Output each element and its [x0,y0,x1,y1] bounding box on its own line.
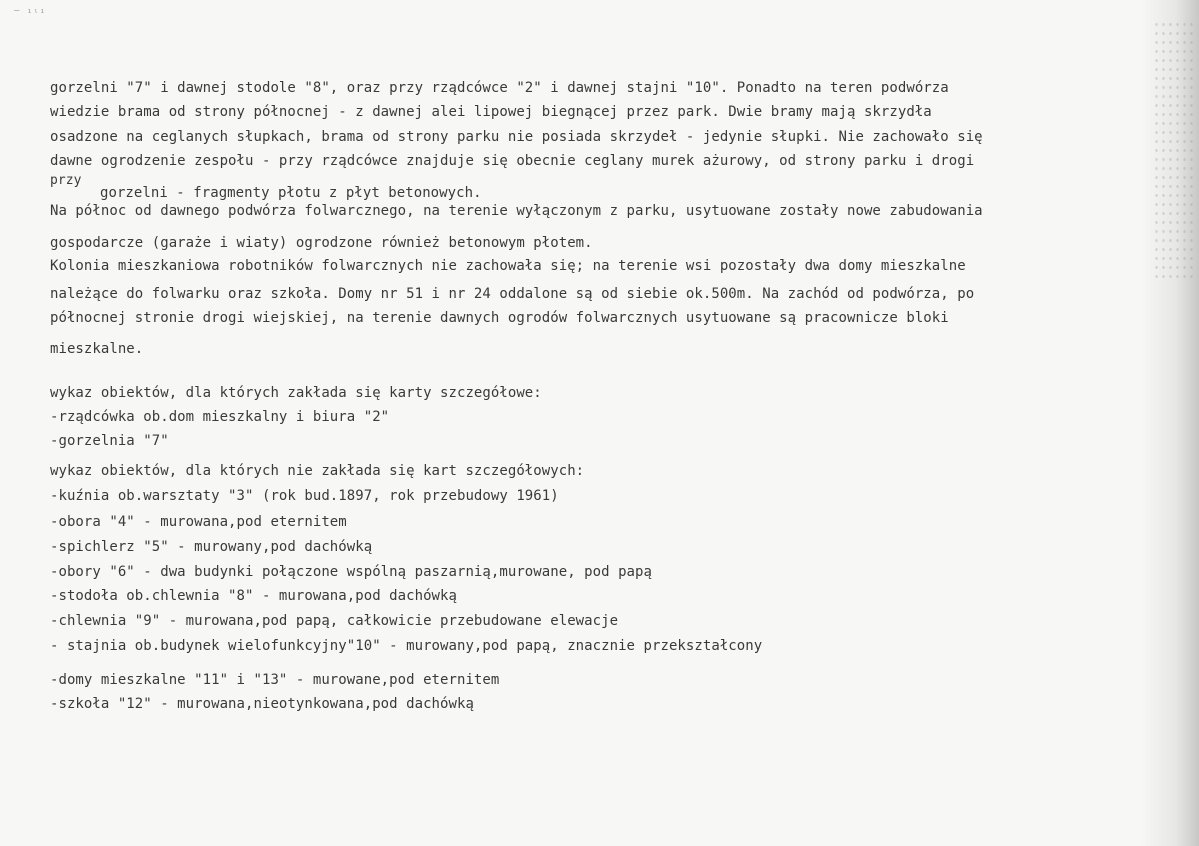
list-item: -obory "6" - dwa budynki połączone wspólną paszarnią,murowane, pod papą [50,564,652,580]
list-item: -stodoła ob.chlewnia "8" - murowana,pod dachówką [50,588,457,604]
text-line: gorzelni - fragmenty płotu z płyt betonowych. [100,185,482,201]
text-line: przy [50,173,82,188]
text-line: należące do folwarku oraz szkoła. Domy nr 51 i nr 24 oddalone są od siebie ok.500m. Na zachód od podwórza, po [50,286,975,302]
text-line: mieszkalne. [50,341,144,357]
list-item: -rządcówka ob.dom mieszkalny i biura "2" [50,409,390,425]
header-marks: — ₁ₗ₁ [14,6,47,16]
list-item: -obora "4" - murowana,pod eternitem [50,514,347,530]
document-text [50,0,983,712]
list-heading: wykaz obiektów, dla których zakłada się karty szczegółowe: [50,385,542,401]
list-item: -domy mieszkalne "11" i "13" - murowane,pod eternitem [50,672,500,688]
text-line: osadzone na ceglanych słupkach, brama od strony parku nie posiada skrzydeł - jedynie słupki. Nie zachowało się [50,129,983,145]
text-line: Na północ od dawnego podwórza folwarcznego, na terenie wyłączonym z parku, usytuowane zostały nowe zabudowania [50,203,983,219]
text-line: gorzelni "7" i dawnej stodole "8", oraz przy rządcówce "2" i dawnej stajni "10". Ponadto na teren podwórza [50,80,949,96]
text-line: północnej stronie drogi wiejskiej, na terenie dawnych ogrodów folwarcznych usytuowane są pracownicze bloki [50,310,949,326]
list-heading: wykaz obiektów, dla których nie zakłada się kart szczegółowych: [50,463,585,479]
list-item: - stajnia ob.budynek wielofunkcyjny"10" - murowany,pod papą, znacznie przekształcony [50,638,763,654]
list-item: -chlewnia "9" - murowana,pod papą, całkowicie przebudowane elewacje [50,613,619,629]
list-item: -gorzelnia "7" [50,433,169,449]
text-line: dawne ogrodzenie zespołu - przy rządcówce znajduje się obecnie ceglany murek ażurowy, od strony parku i drogi [50,153,975,169]
list-item: -kuźnia ob.warsztaty "3" (rok bud.1897, rok przebudowy 1961) [50,488,559,504]
list-item: -szkoła "12" - murowana,nieotynkowana,pod dachówką [50,696,474,712]
text-line: Kolonia mieszkaniowa robotników folwarcznych nie zachowała się; na terenie wsi pozostały dwa domy mieszkalne [50,258,966,274]
text-line: gospodarcze (garaże i wiaty) ogrodzone również betonowym płotem. [50,235,593,251]
text-line: wiedzie brama od strony północnej - z dawnej alei lipowej biegnącej przez park. Dwie bramy mają skrzydła [50,104,932,120]
scan-noise [1153,20,1193,280]
list-item: -spichlerz "5" - murowany,pod dachówką [50,539,373,555]
